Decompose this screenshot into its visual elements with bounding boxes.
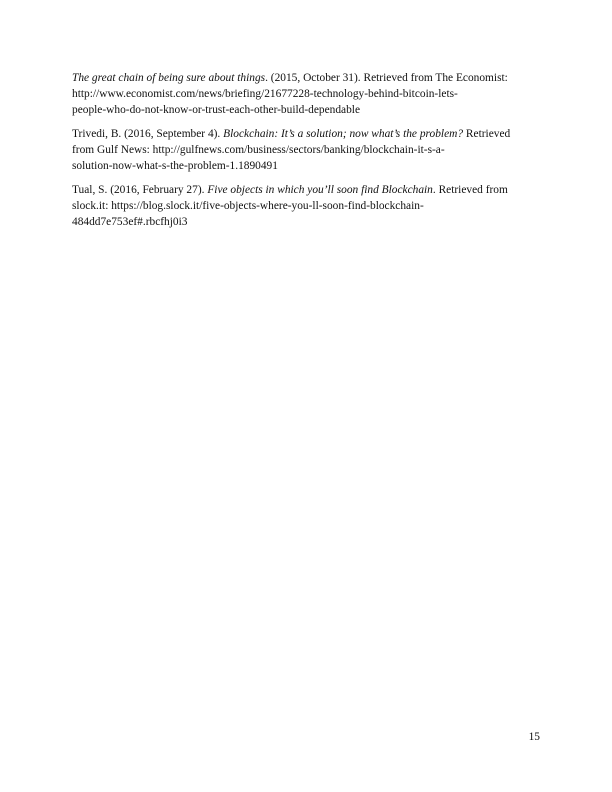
reference-text: . Retrieved from xyxy=(432,184,508,196)
reference-url-line: people-who-do-not-know-or-trust-each-other-build-dependable xyxy=(72,104,360,116)
reference-url-line: slock.it: https://blog.slock.it/five-objects-where-you-ll-soon-find-blockchain- xyxy=(72,200,424,212)
reference-title: The great chain of being sure about things xyxy=(72,72,266,84)
reference-url-line: http://www.economist.com/news/briefing/21677228-technology-behind-bitcoin-lets- xyxy=(72,88,458,100)
reference-url-line: from Gulf News: http://gulfnews.com/business/sectors/banking/blockchain-it-s-a- xyxy=(72,144,445,156)
reference-url-line: solution-now-what-s-the-problem-1.1890491 xyxy=(72,160,278,172)
reference-title: Blockchain: It’s a solution; now what’s the problem? xyxy=(223,128,464,140)
reference-line xyxy=(72,182,544,198)
reference-author-date: Tual, S. (2016, February 27). xyxy=(72,184,208,196)
reference-entry-tual xyxy=(72,182,544,230)
page-number: 15 xyxy=(528,731,540,743)
reference-line xyxy=(72,70,544,86)
reference-author-date: Trivedi, B. (2016, September 4). xyxy=(72,128,224,140)
reference-title: Five objects in which you’ll soon find Blockchain xyxy=(207,184,433,196)
reference-entry-trivedi xyxy=(72,126,544,174)
reference-entry-economist xyxy=(72,70,544,118)
reference-line xyxy=(72,126,544,142)
reference-url-line: 484dd7e753ef#.rbcfhj0i3 xyxy=(72,216,188,228)
reference-list xyxy=(72,70,544,238)
reference-text: . (2015, October 31). Retrieved from The Economist: xyxy=(265,72,508,84)
reference-text: Retrieved xyxy=(463,128,511,140)
